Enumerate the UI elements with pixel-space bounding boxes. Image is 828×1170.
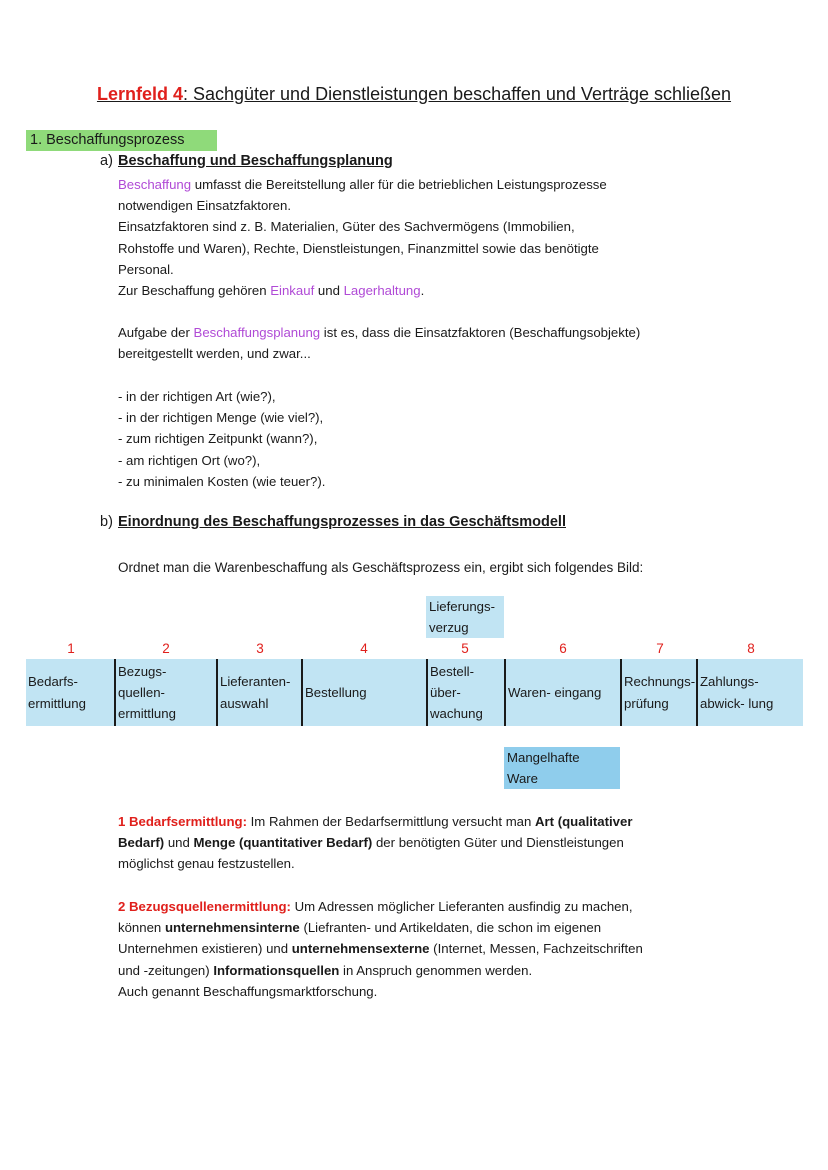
step-number: 6 [559,641,567,656]
explanation-bezugsquellenermittlung [118,896,738,1002]
paragraph-line [118,832,718,853]
text: . [420,283,425,299]
section-heading: 1. Beschaffungsprozess [26,130,217,151]
paragraph-line [118,896,738,917]
subsection-a-task [118,322,718,364]
step-line: über- [430,684,461,700]
text: (Liefranten- und Artikeldaten, die schon im eigenen [299,920,602,936]
box-line: Lieferungs- [429,599,495,614]
explanation-label: 2 Bezugsquellenermittlung: [118,899,291,914]
subsection-letter: a) [100,153,113,169]
text: (Internet, Messen, Fachzeitschriften [429,941,643,957]
text: und [314,283,344,299]
bold-term: unternehmensinterne [164,920,300,936]
step-number: 7 [656,641,664,656]
subsection-a-body [118,174,718,301]
step-bestellueberwachung [426,659,504,726]
paragraph-line: möglichst genau festzustellen. [118,856,295,872]
step-bezugsquellenermittlung [114,659,216,726]
step-lieferantenauswahl [216,659,301,726]
subsection-a-heading [100,153,393,169]
term-einkauf: Einkauf [270,283,315,299]
process-intro: Ordnet man die Warenbeschaffung als Geschäftsprozess ein, ergibt sich folgendes Bild: [118,560,644,575]
paragraph-line: Rohstoffe und Waren), Rechte, Dienstleistungen, Finanzmittel sowie das benötigte [118,240,599,256]
paragraph-line [118,917,738,938]
bold-term: Bedarf) [118,835,165,851]
step-number: 2 [162,641,170,656]
step-line: Bezugs- [118,663,167,679]
step-bedarfsermittlung [26,659,114,726]
term-lagerhaltung: Lagerhaltung [343,283,421,299]
step-number: 8 [747,641,755,656]
paragraph-line: bereitgestellt werden, und zwar... [118,346,311,362]
list-item: - in der richtigen Menge (wie viel?), [118,410,324,426]
explanation-bedarfsermittlung [118,811,718,875]
text: Im Rahmen der Bedarfsermittlung versucht man [246,814,536,829]
bold-term: Art (qualitativer [535,814,633,829]
list-item: - in der richtigen Art (wie?), [118,389,276,404]
step-line: Waren- eingang [508,684,602,700]
term-beschaffung: Beschaffung [118,177,192,192]
step-line: abwick- lung [700,695,774,711]
step-line: ermittlung [118,706,176,722]
bold-term: unternehmensexterne [291,941,430,957]
step-zahlungsabwicklung [696,659,803,726]
lernfeld-label: Lernfeld 4 [96,84,183,104]
mangelhafte-ware-box [504,747,620,789]
step-line: Bestell- [430,663,474,679]
paragraph-line: Einsatzfaktoren sind z. B. Materialien, Güter des Sachvermögens (Immobilien, [118,219,575,235]
step-line: auswahl [220,695,269,711]
step-line: Lieferanten- [220,674,291,690]
bold-term: Informationsquellen [213,962,340,978]
paragraph-line [118,811,718,832]
paragraph-line: Auch genannt Beschaffungsmarktforschung. [118,983,378,999]
paragraph-line: notwendigen Einsatzfaktoren. [118,198,292,214]
step-line: Bestellung [305,684,367,700]
step-line: prüfung [624,695,669,711]
step-line: ermittlung [28,695,86,711]
paragraph-line [118,322,718,343]
step-number: 3 [256,641,264,656]
text: können [118,920,165,936]
text: Aufgabe der [118,325,194,340]
paragraph-line [118,280,718,301]
text: der benötigten Güter und Dienstleistungen [372,835,624,851]
bold-term: Menge (quantitativer Bedarf) [193,835,373,851]
list-item: - zu minimalen Kosten (wie teuer?). [118,473,326,489]
paragraph-line [118,174,718,195]
text: Zur Beschaffung gehören [118,283,271,299]
step-number: 5 [461,641,469,656]
step-line: Bedarfs- [28,674,78,690]
text: Unternehmen existieren) und [118,941,292,957]
paragraph-line: Personal. [118,261,174,277]
text: und -zeitungen) [118,962,214,978]
subsection-b-heading [100,514,566,530]
subsection-letter: b) [100,514,113,530]
lieferungsverzug-box [426,596,504,638]
step-bestellung [301,659,426,726]
text: Um Adressen möglicher Lieferanten ausfindig zu machen, [290,899,633,914]
list-item: - am richtigen Ort (wo?), [118,452,261,468]
step-rechnungspruefung [620,659,696,726]
paragraph-line [118,938,738,959]
text: ist es, dass die Einsatzfaktoren (Beschaffungsobjekte) [320,325,641,340]
step-line: quellen- [118,684,165,700]
term-beschaffungsplanung: Beschaffungsplanung [193,325,321,340]
subsection-title: Beschaffung und Beschaffungsplanung [118,153,393,169]
step-wareneingang [504,659,620,726]
explanation-label: 1 Bedarfsermittlung: [118,814,247,829]
text: in Anspruch genommen werden. [339,962,533,978]
step-number: 4 [360,641,368,656]
step-line: Zahlungs- [700,674,759,690]
box-line: Ware [507,771,539,787]
step-number: 1 [67,641,75,656]
list-item: - zum richtigen Zeitpunkt (wann?), [118,431,318,447]
text: umfasst die Bereitstellung aller für die betrieblichen Leistungsprozesse [191,177,607,192]
title-text: : Sachgüter und Dienstleistungen beschaffen und Verträge schließen [182,84,732,104]
box-line: verzug [429,620,469,636]
paragraph-line [118,960,738,981]
box-line: Mangelhafte [507,750,580,765]
step-line: Rechnungs- [624,674,696,690]
page-title [0,84,828,105]
subsection-title: Einordnung des Beschaffungsprozesses in das Geschäftsmodell [118,514,566,530]
criteria-list [118,386,718,492]
step-line: wachung [430,706,483,722]
text: und [164,835,194,851]
